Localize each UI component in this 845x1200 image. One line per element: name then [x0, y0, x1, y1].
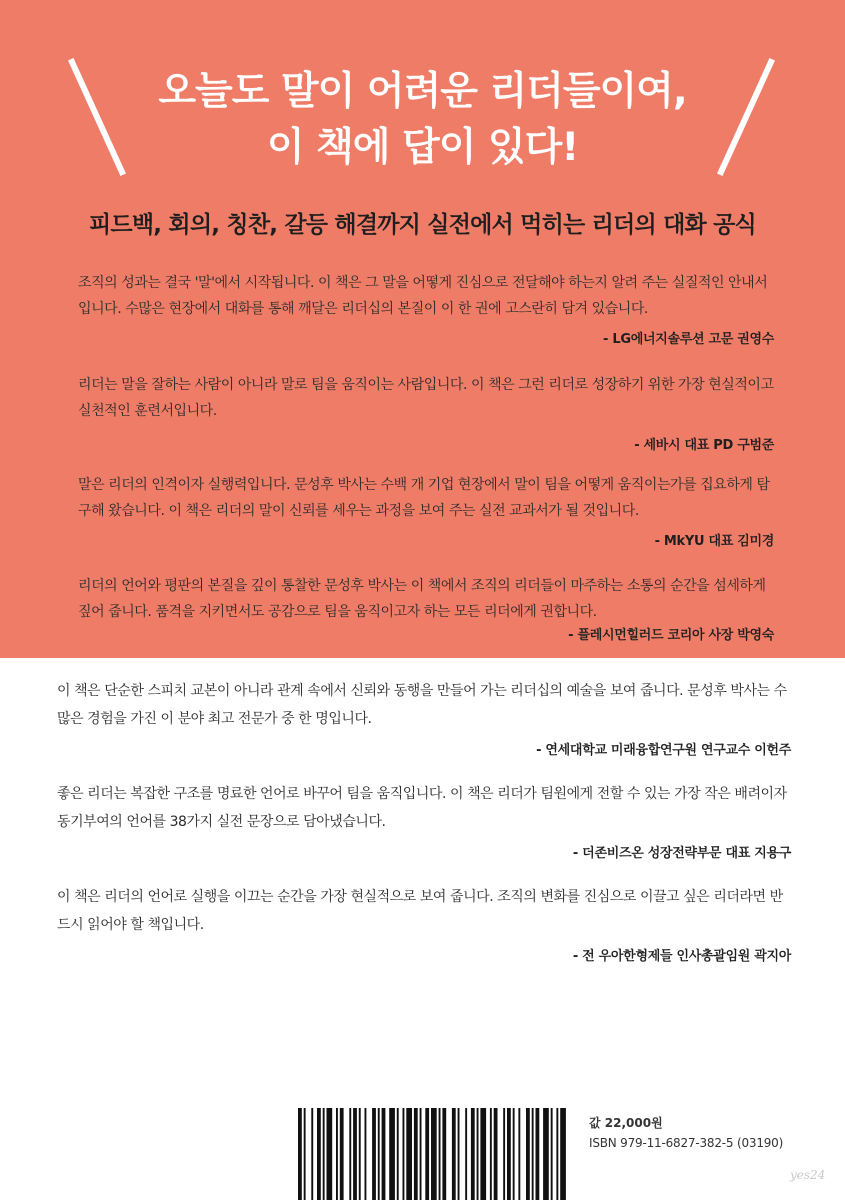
- review-item: [57, 883, 791, 970]
- review-text: 이 책은 단순한 스피치 교본이 아니라 관계 속에서 신뢰와 동행을 만들어 가는 리더십의 예술을 보여 줍니다. 문성후 박사는 수많은 경험을 가진 이 분야 최고 전문가 중 한 명입니다.: [57, 683, 787, 727]
- barcode-bar: [340, 1108, 344, 1200]
- barcode-bar: [317, 1108, 321, 1200]
- barcode-bar: [543, 1108, 549, 1200]
- barcode-bar: [494, 1108, 498, 1200]
- review-item: [57, 677, 791, 764]
- barcode-bar: [507, 1108, 511, 1200]
- review-text: 말은 리더의 인격이자 실행력입니다. 문성후 박사는 수백 개 기업 현장에서 말이 팀을 어떻게 움직이는가를 집요하게 탐구해 왔습니다. 이 책은 리더의 말이 신뢰를 세우는 과정을 보여 주는 실전 교과서가 될 것입니다.: [78, 477, 770, 519]
- barcode-bar: [327, 1108, 333, 1200]
- barcode-bar: [382, 1108, 386, 1200]
- barcode-bar: [359, 1108, 361, 1200]
- barcode-bar: [298, 1108, 302, 1200]
- barcode-bar: [304, 1108, 306, 1200]
- isbn-label: ISBN 979-11-6827-382-5 (03190): [589, 1136, 784, 1150]
- review-source: - 더존비즈온 성장전략부문 대표 지용구: [572, 846, 791, 861]
- yes24-watermark: yes24: [790, 1168, 826, 1182]
- barcode-bar: [442, 1108, 446, 1200]
- barcode-bar: [397, 1108, 399, 1200]
- barcode-bar: [420, 1108, 422, 1200]
- barcode-bar: [490, 1108, 492, 1200]
- barcode-bar: [556, 1108, 558, 1200]
- barcode-bar: [406, 1108, 412, 1200]
- barcode-bar: [551, 1108, 553, 1200]
- barcode-bar: [349, 1108, 351, 1200]
- review-item: [78, 472, 774, 555]
- headline-line-2: 이 책에 답이 있다!: [266, 125, 579, 170]
- price-isbn-block: [589, 1114, 783, 1150]
- isbn-barcode: [298, 1108, 567, 1200]
- barcode-bar: [513, 1108, 515, 1200]
- barcode-bar: [365, 1108, 367, 1200]
- barcode-bar: [503, 1108, 505, 1200]
- price-label: 값 22,000원: [589, 1116, 663, 1130]
- barcode-bar: [372, 1108, 376, 1200]
- headline-line-1: 오늘도 말이 어려운 리더들이여,: [158, 69, 687, 114]
- barcode-bar: [532, 1108, 534, 1200]
- barcode-bar: [471, 1108, 475, 1200]
- barcode-bar: [477, 1108, 479, 1200]
- review-item: [78, 270, 774, 353]
- barcode-bar: [439, 1108, 441, 1200]
- review-item: [57, 780, 791, 867]
- review-text: 리더의 언어와 평판의 본질을 깊이 통찰한 문성후 박사는 이 책에서 조직의 리더들이 마주하는 소통의 순간을 섬세하게 짚어 줍니다. 품격을 지키면서도 공감으로 팀을 움직이고자 하는 모든 리더에게 권합니다.: [78, 578, 766, 620]
- barcode-bar: [452, 1108, 456, 1200]
- subheadline: 피드백, 회의, 칭찬, 갈등 해결까지 실전에서 먹히는 리더의 대화 공식: [89, 212, 756, 238]
- barcode-bar: [560, 1108, 566, 1200]
- barcode-bar: [323, 1108, 325, 1200]
- barcode-bar: [403, 1108, 405, 1200]
- barcode-bar: [465, 1108, 467, 1200]
- barcode-bar: [311, 1108, 313, 1200]
- barcode-bar: [431, 1108, 437, 1200]
- barcode-bar: [518, 1108, 520, 1200]
- review-source: - LG에너지솔루션 고문 권영수: [603, 332, 774, 347]
- barcode-bar: [458, 1108, 460, 1200]
- barcode-bar: [414, 1108, 418, 1200]
- review-source: - MkYU 대표 김미경: [654, 534, 774, 549]
- barcode-bar: [378, 1108, 380, 1200]
- barcode-bar: [425, 1108, 429, 1200]
- review-text: 이 책은 리더의 언어로 실행을 이끄는 순간을 가장 현실적으로 보여 줍니다. 조직의 변화를 진심으로 이끌고 싶은 리더라면 반드시 읽어야 할 책입니다.: [57, 889, 783, 933]
- review-text: 리더는 말을 잘하는 사람이 아니라 말로 팀을 움직이는 사람입니다. 이 책은 그런 리더로 성장하기 위한 가장 현실적이고 실천적인 훈련서입니다.: [78, 377, 774, 419]
- barcode-bar: [526, 1108, 530, 1200]
- review-text: 좋은 리더는 복잡한 구조를 명료한 언어로 바꾸어 팀을 움직입니다. 이 책은 리더가 팀원에게 전할 수 있는 가장 작은 배려이자 동기부여의 언어를 38가지 실전 문장으로 담아냈습니다.: [57, 786, 787, 830]
- barcode-bar: [336, 1108, 338, 1200]
- review-text: 조직의 성과는 결국 '말'에서 시작됩니다. 이 책은 그 말을 어떻게 진심으로 전달해야 하는지 알려 주는 실질적인 안내서입니다. 수많은 현장에서 대화를 통해 깨달은 리더십의 본질이 이 한 권에 고스란히 담겨 있습니다.: [78, 275, 768, 317]
- review-source: - 전 우아한형제들 인사총괄임원 곽지아: [572, 949, 791, 964]
- barcode-bar: [353, 1108, 357, 1200]
- barcode-bar: [536, 1108, 540, 1200]
- review-source: - 연세대학교 미래융합연구원 연구교수 이헌주: [536, 743, 791, 758]
- barcode-bar: [480, 1108, 486, 1200]
- barcode-bar: [389, 1108, 395, 1200]
- review-source: - 세바시 대표 PD 구범준: [634, 438, 774, 453]
- review-source: - 플레시먼힐러드 코리아 사장 박영숙: [568, 628, 774, 643]
- review-item: [78, 573, 774, 649]
- review-item: [78, 372, 774, 459]
